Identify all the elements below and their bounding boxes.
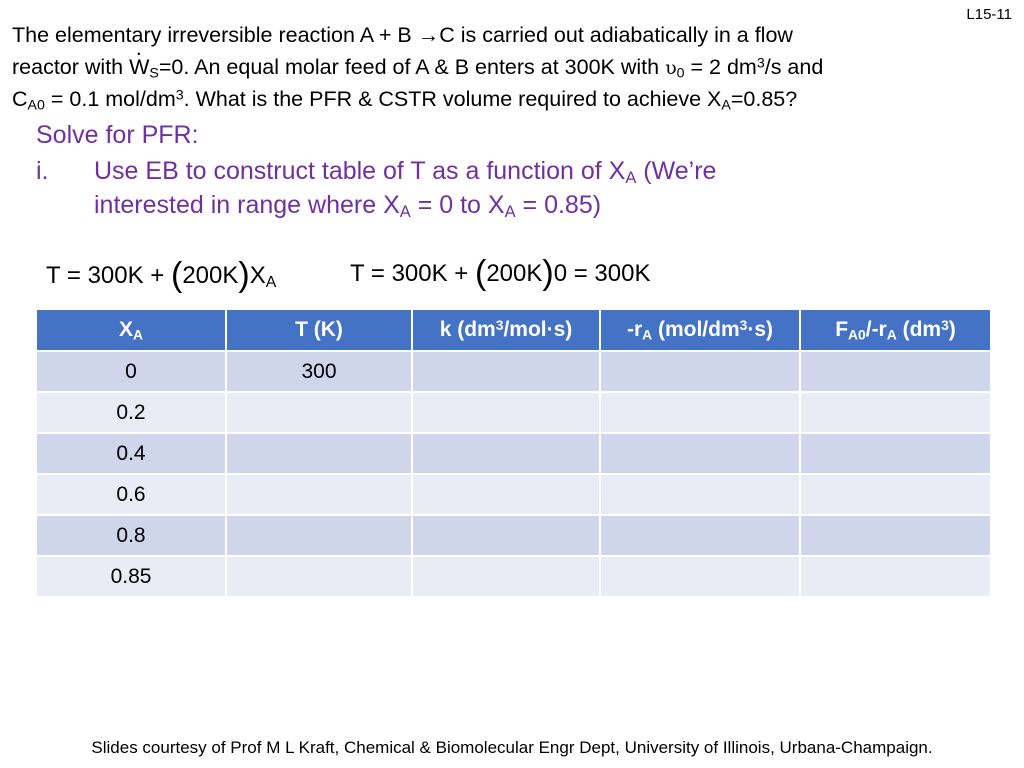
cell-xa: 0 bbox=[36, 351, 226, 392]
header-text: /-r bbox=[865, 318, 887, 341]
cell-ra bbox=[600, 351, 800, 392]
subscript: 0 bbox=[676, 65, 685, 82]
subscript: A bbox=[133, 326, 144, 343]
cell-ra bbox=[600, 392, 800, 433]
cell-xa: 0.85 bbox=[36, 556, 226, 597]
header-text: (mol/dm bbox=[652, 318, 740, 341]
problem-text: =0.85? bbox=[730, 87, 798, 111]
header-text: -r bbox=[626, 318, 643, 341]
header-text: k (dm bbox=[439, 318, 496, 341]
temperature-at-zero-conversion bbox=[350, 254, 650, 293]
problem-text: = 2 dm bbox=[684, 54, 757, 79]
cell-ra bbox=[600, 515, 800, 556]
cell-f bbox=[800, 556, 991, 597]
paren: ( bbox=[170, 256, 183, 294]
upsilon-symbol: υ bbox=[665, 56, 677, 79]
step-line: interested in range where X bbox=[94, 191, 400, 219]
header-levenspiel bbox=[800, 309, 991, 351]
cell-ra bbox=[600, 474, 800, 515]
problem-line-1 bbox=[12, 20, 1012, 52]
subscript: A bbox=[886, 326, 897, 343]
problem-text: . What is the PFR & CSTR volume required to achieve X bbox=[183, 87, 722, 111]
table-row bbox=[36, 515, 991, 556]
table-row bbox=[36, 392, 991, 433]
conversion-temperature-table bbox=[35, 308, 992, 598]
problem-text: /s and bbox=[764, 54, 824, 79]
table-row bbox=[36, 351, 991, 392]
cell-f bbox=[800, 433, 991, 474]
equation-part: T = 300K + bbox=[350, 260, 475, 287]
cell-xa: 0.4 bbox=[36, 433, 226, 474]
ws-subscript: S bbox=[149, 65, 159, 82]
subscript: A0 bbox=[848, 326, 866, 343]
cell-f bbox=[800, 392, 991, 433]
step-line: = 0 to X bbox=[410, 191, 505, 219]
subscript: A0 bbox=[27, 97, 45, 114]
header-rate-constant bbox=[412, 309, 600, 351]
equation-part: 200K bbox=[486, 260, 543, 287]
subscript: A bbox=[625, 169, 637, 188]
cell-k bbox=[412, 556, 600, 597]
step-line: Use EB to construct table of T as a function of X bbox=[94, 157, 626, 185]
table-row bbox=[36, 433, 991, 474]
paren: ) bbox=[542, 254, 554, 292]
step-text bbox=[94, 154, 716, 222]
superscript: 3 bbox=[495, 316, 504, 333]
problem-line-2 bbox=[12, 52, 1012, 85]
cell-k bbox=[412, 474, 600, 515]
cell-ra bbox=[600, 556, 800, 597]
cell-ra bbox=[600, 433, 800, 474]
header-text: ·s) bbox=[747, 318, 774, 341]
problem-statement bbox=[12, 20, 1012, 116]
paren: ( bbox=[474, 254, 487, 292]
header-temperature: T (K) bbox=[226, 309, 412, 351]
header-text: (dm bbox=[896, 318, 942, 341]
header-text: F bbox=[835, 318, 849, 341]
cell-t bbox=[226, 474, 412, 515]
cell-k bbox=[412, 351, 600, 392]
superscript: 3 bbox=[739, 316, 748, 333]
problem-text: =0. An equal molar feed of A & B enters at 300K with bbox=[158, 54, 666, 79]
cell-f bbox=[800, 351, 991, 392]
footer-credit: Slides courtesy of Prof M L Kraft, Chemical & Biomolecular Engr Dept, University of Illinois, Urbana-Champaign. bbox=[91, 738, 933, 757]
solve-heading: Solve for PFR: bbox=[36, 121, 199, 149]
paren: ) bbox=[238, 256, 250, 294]
problem-line-3 bbox=[12, 84, 1012, 116]
equation-part: T = 300K + bbox=[46, 262, 171, 289]
table-row bbox=[36, 556, 991, 597]
work-w-symbol: · W bbox=[129, 52, 149, 84]
slide-number: L15-11 bbox=[966, 6, 1012, 23]
subscript: A bbox=[504, 203, 516, 222]
header-reaction-rate bbox=[600, 309, 800, 351]
cell-f bbox=[800, 474, 991, 515]
step-line: (We’re bbox=[636, 157, 717, 185]
table-header-row bbox=[36, 309, 991, 351]
problem-text: C bbox=[12, 87, 28, 111]
equation-part: X bbox=[249, 262, 266, 289]
subscript: A bbox=[265, 273, 277, 291]
subscript: A bbox=[721, 97, 731, 114]
superscript: 3 bbox=[756, 55, 765, 72]
superscript: 3 bbox=[941, 316, 949, 333]
reaction-arrow: → bbox=[417, 23, 440, 47]
problem-text: C is carried out adiabatically in a flow bbox=[439, 23, 793, 47]
cell-k bbox=[412, 515, 600, 556]
problem-text: = 0.1 mol/dm bbox=[44, 87, 176, 111]
cell-k bbox=[412, 392, 600, 433]
cell-xa: 0.6 bbox=[36, 474, 226, 515]
header-text: /mol·s) bbox=[503, 318, 573, 341]
cell-t bbox=[226, 515, 412, 556]
cell-xa: 0.8 bbox=[36, 515, 226, 556]
cell-xa: 0.2 bbox=[36, 392, 226, 433]
cell-f bbox=[800, 515, 991, 556]
equation-part: 0 = 300K bbox=[553, 260, 651, 287]
cell-t bbox=[226, 392, 412, 433]
header-conversion bbox=[36, 309, 226, 351]
energy-balance-equation bbox=[46, 256, 276, 295]
problem-text: reactor with · W bbox=[12, 55, 149, 79]
header-text: X bbox=[118, 318, 133, 341]
cell-t: 300 bbox=[226, 351, 412, 392]
step-line: = 0.85) bbox=[515, 191, 602, 219]
step-number: i. bbox=[36, 157, 49, 185]
cell-k bbox=[412, 433, 600, 474]
problem-text: The elementary irreversible reaction A + B bbox=[12, 23, 418, 47]
header-text: ) bbox=[948, 318, 956, 341]
cell-t bbox=[226, 556, 412, 597]
table-row bbox=[36, 474, 991, 515]
subscript: A bbox=[642, 326, 653, 343]
cell-t bbox=[226, 433, 412, 474]
subscript: A bbox=[399, 203, 411, 222]
superscript: 3 bbox=[175, 87, 184, 104]
equation-part: 200K bbox=[182, 262, 239, 289]
